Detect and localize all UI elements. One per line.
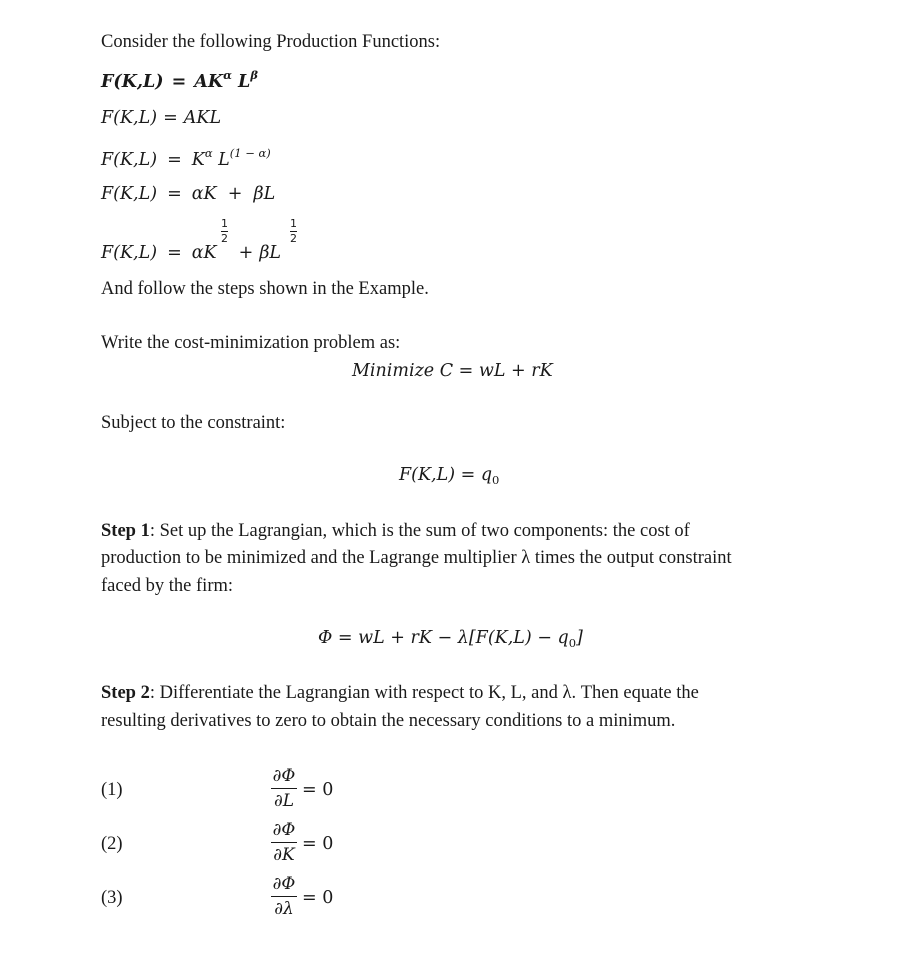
exponent-one-minus-alpha: (1 − α) [229,146,271,160]
condition-number: (3) [101,888,123,908]
plus-sign: + [238,243,254,263]
production-function-2: F(K,L) = AKL [101,108,222,128]
exponent-numerator: 1 [290,217,297,230]
intro-text: Consider the following Production Functions: [101,32,441,52]
condition-number: (2) [101,834,123,854]
constraint-intro: Subject to the constraint: [101,413,286,433]
lagrangian-equation [318,628,583,650]
step1-label: Step 1 [101,521,150,541]
production-function-3: $F(K,L) = K^\alpha$ $L^{(1 - \alpha)}$ [101,146,271,170]
exponent-denominator: 2 [221,232,228,245]
function-base: K [191,150,205,170]
production-function-4: F(K,L) = αK + βL [101,184,276,204]
term-beta-l: βL [259,243,282,263]
derivative-fraction [271,819,297,866]
lagrangian-bracket: ] [576,628,583,648]
condition-rhs: = 0 [302,888,334,908]
derivative-numerator: ∂Φ [272,874,296,894]
lagrangian-expression: Φ = wL + rK − λ[F(K,L) − q [318,628,569,648]
production-function-1: $F(K,L) = AK^\alpha$ $L^\beta$ [101,68,258,92]
constraint-subscript: 0 [492,473,500,487]
exponent-numerator: 1 [221,217,228,230]
function-base2: L [231,72,251,92]
function-base: AK [194,72,224,92]
derivative-denominator: ∂L [273,791,295,811]
function-lhs: F(K,L) [101,108,158,128]
step2-line2: resulting derivatives to zero to obtain the necessary conditions to a minimum. [101,711,676,731]
function-base2: L [212,150,230,170]
derivative-fraction [271,873,297,920]
derivative-numerator: ∂Φ [272,766,296,786]
exponent-alpha: α [204,146,213,160]
step1-line2: production to be minimized and the Lagrange multiplier λ times the output constraint [101,548,732,568]
function-lhs: F(K,L) [101,184,158,204]
derivative-denominator: ∂λ [274,899,294,919]
step1-text: : Set up the Lagrangian, which is the sum of two components: the cost of [149,521,690,541]
derivative-denominator: ∂K [273,845,295,865]
output-constraint [399,465,499,487]
step2-line1 [101,683,699,704]
exponent-beta: β [250,68,258,82]
cost-problem-intro: Write the cost-minimization problem as: [101,333,401,353]
lagrangian-subscript: 0 [568,636,577,650]
follow-steps-text: And follow the steps shown in the Example. [101,279,429,299]
step1-line3: faced by the firm: [101,576,234,596]
function-rhs: AKL [183,108,222,128]
function-lhs: F(K,L) [101,150,158,170]
function-lhs: F(K,L) [101,243,158,263]
exponent-denominator: 2 [290,232,297,245]
condition-number: (1) [101,780,123,800]
exponent-half-2 [290,218,297,245]
exponent-half-1 [221,218,228,245]
derivative-numerator: ∂Φ [272,820,296,840]
constraint-expression: F(K,L) = q [399,465,493,485]
derivative-fraction [271,765,297,812]
condition-rhs: = 0 [302,780,334,800]
function-rhs: αK + βL [191,184,276,204]
objective-function: Minimize C = wL + rK [352,361,553,381]
step1-line1 [101,521,690,542]
step2-text: : Differentiate the Lagrangian with respect to K, L, and λ. Then equate the [149,683,699,703]
step2-label: Step 2 [101,683,150,703]
function-lhs: F(K,L) [101,72,164,92]
production-function-5: F(K,L) = αK + βL [101,243,282,263]
exponent-alpha: α [223,68,232,82]
condition-rhs: = 0 [302,834,334,854]
term-alpha-k: αK [191,243,217,263]
